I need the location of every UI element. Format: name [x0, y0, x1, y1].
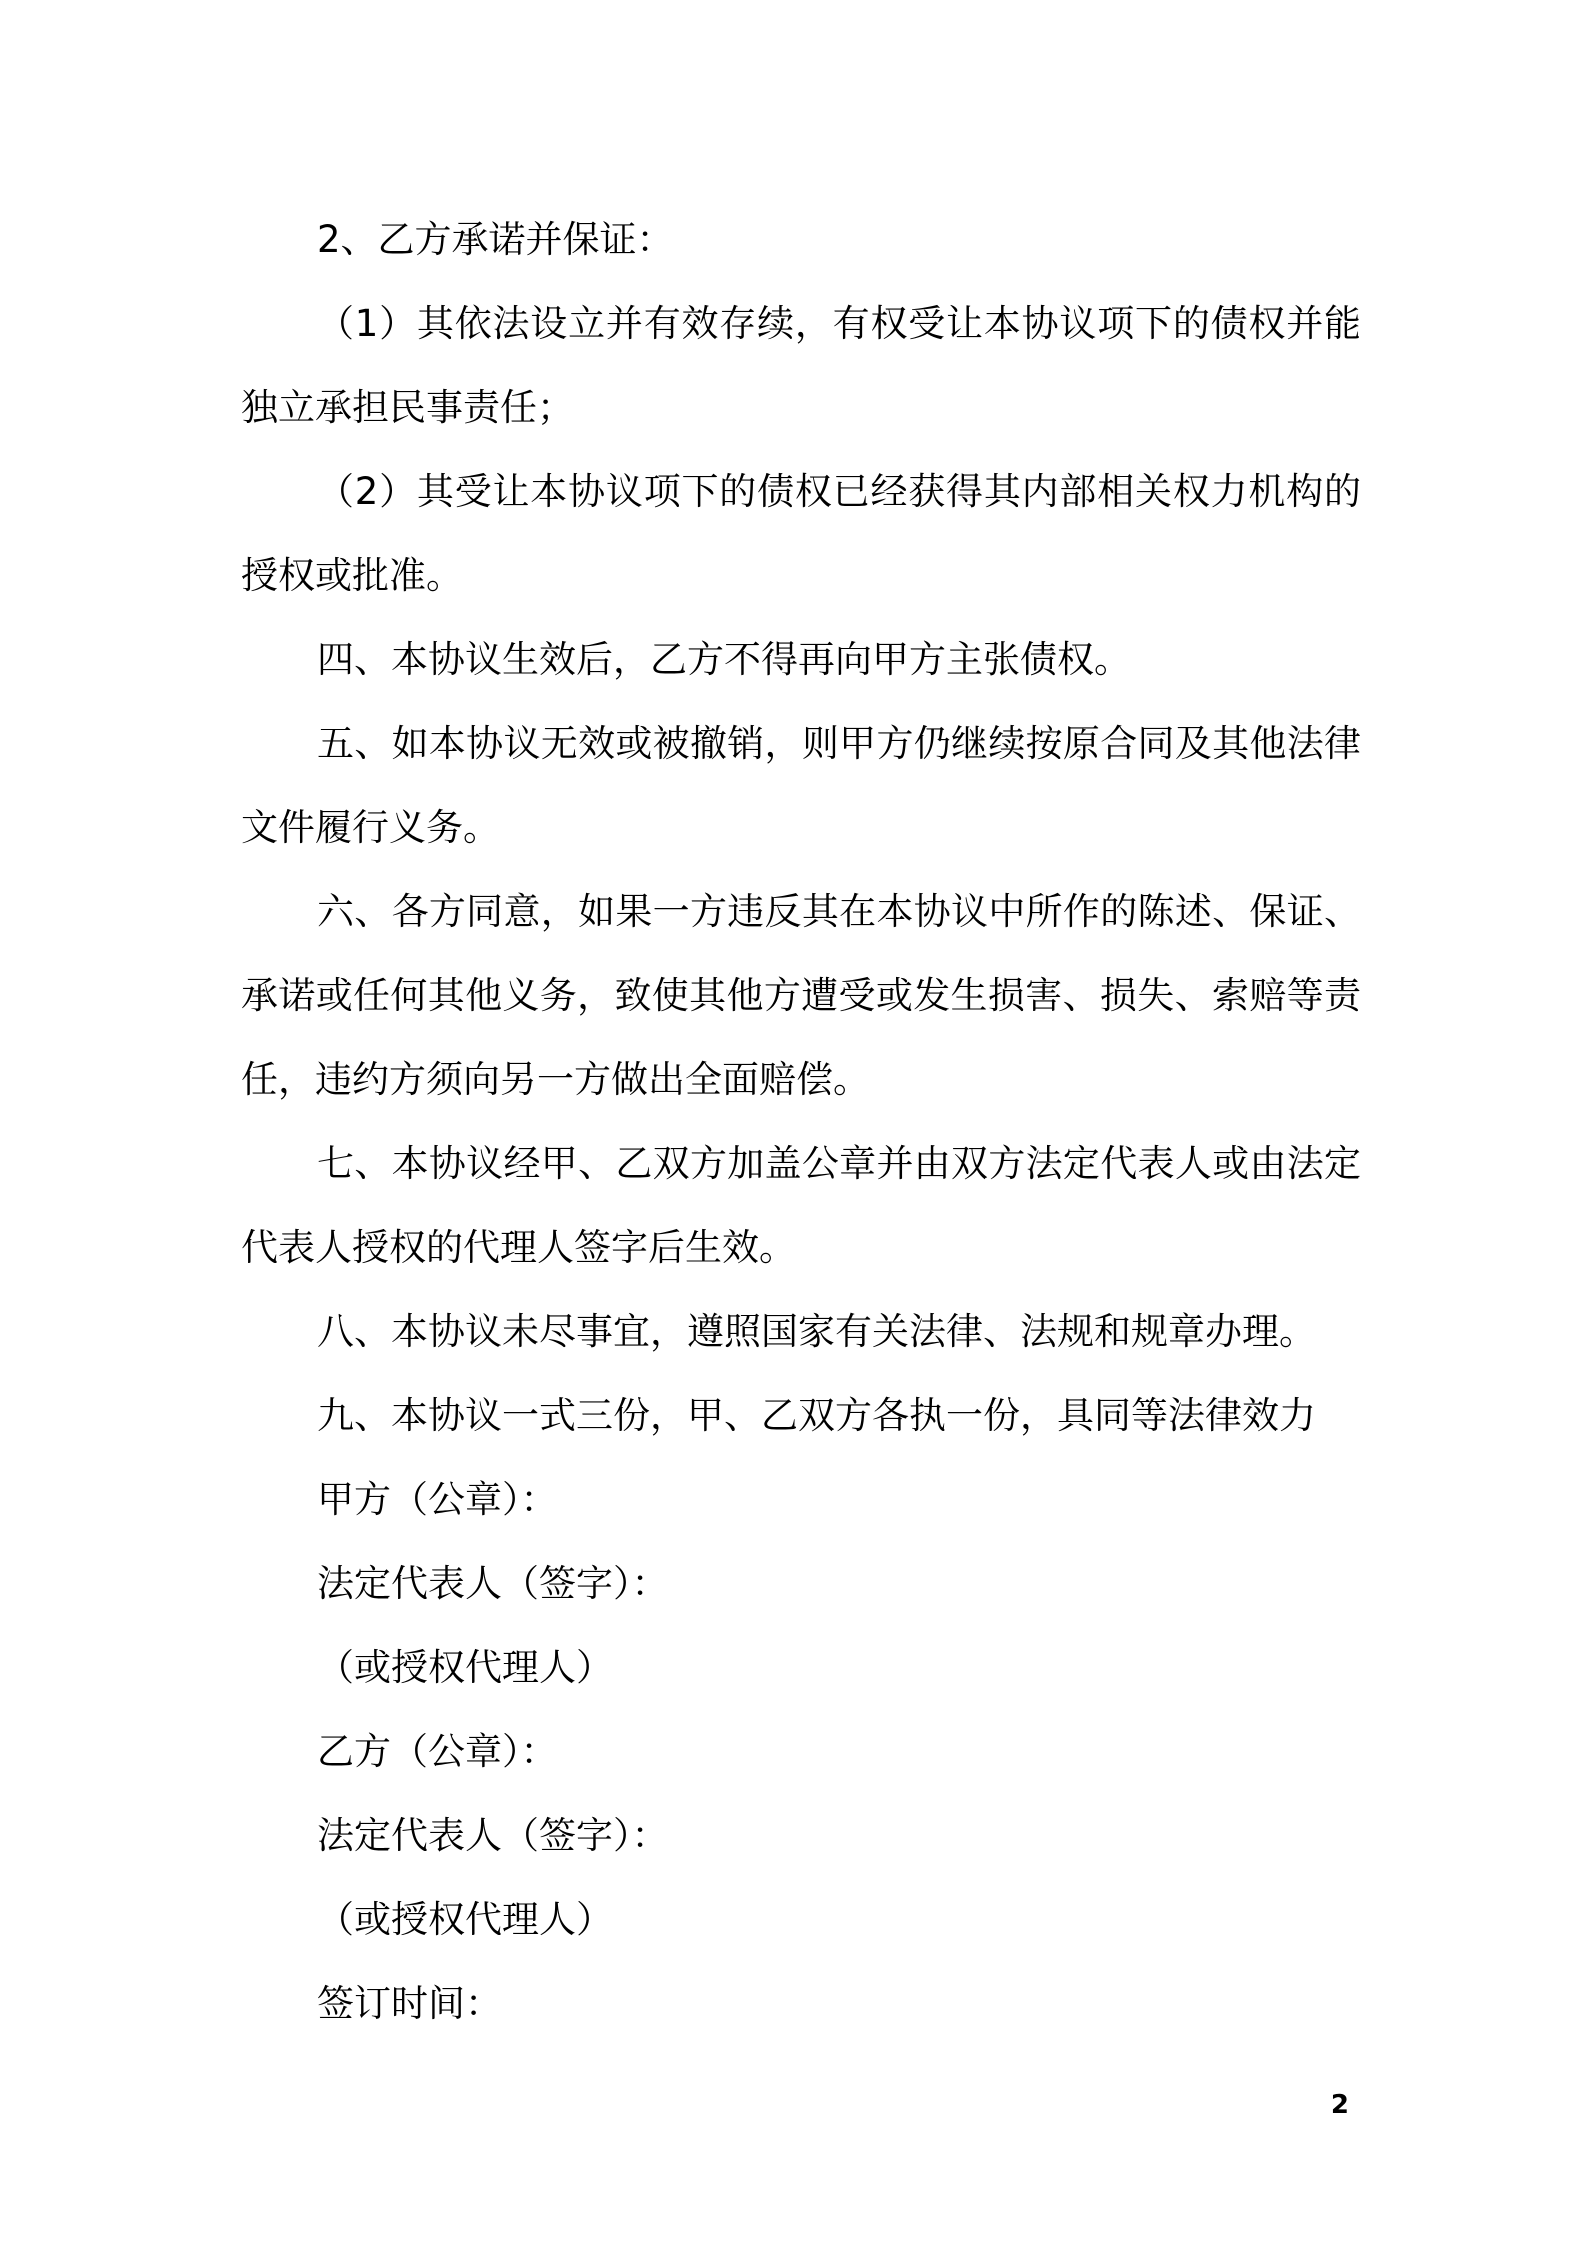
party-b-representative: 法定代表人（签字）： [317, 1814, 669, 1857]
party-b-agent: （或授权代理人） [317, 1898, 613, 1941]
clause-9: 九、本协议一式三份，甲、乙双方各执一份，具同等法律效力 [317, 1394, 1316, 1437]
clause-5: 五、如本协议无效或被撤销，则甲方仍继续按原合同及其他法律文件履行义务。 [241, 722, 1361, 849]
party-a-seal: 甲方（公章）： [317, 1478, 558, 1521]
clause-2-item-2: （2）其受让本协议项下的债权已经获得其内部相关权力机构的授权或批准。 [241, 470, 1361, 597]
clause-8: 八、本协议未尽事宜，遵照国家有关法律、法规和规章办理。 [317, 1310, 1316, 1353]
clause-7: 七、本协议经甲、乙双方加盖公章并由双方法定代表人或由法定代表人授权的代理人签字后生效。 [241, 1142, 1361, 1269]
signing-date: 签订时间： [317, 1982, 502, 2025]
page-number: 2 [1330, 2090, 1349, 2120]
document-body [241, 198, 1361, 2046]
clause-2-item-1: （1）其依法设立并有效存续，有权受让本协议项下的债权并能独立承担民事责任； [241, 302, 1361, 429]
clause-4: 四、本协议生效后，乙方不得再向甲方主张债权。 [317, 638, 1131, 681]
clause-6: 六、各方同意，如果一方违反其在本协议中所作的陈述、保证、承诺或任何其他义务，致使其他方遭受或发生损害、损失、索赔等责任，违约方须向另一方做出全面赔偿。 [241, 890, 1361, 1101]
clause-2-heading: 2、乙方承诺并保证： [317, 218, 674, 261]
party-b-seal: 乙方（公章）： [317, 1730, 558, 1773]
party-a-agent: （或授权代理人） [317, 1646, 613, 1689]
party-a-representative: 法定代表人（签字）： [317, 1562, 669, 1605]
